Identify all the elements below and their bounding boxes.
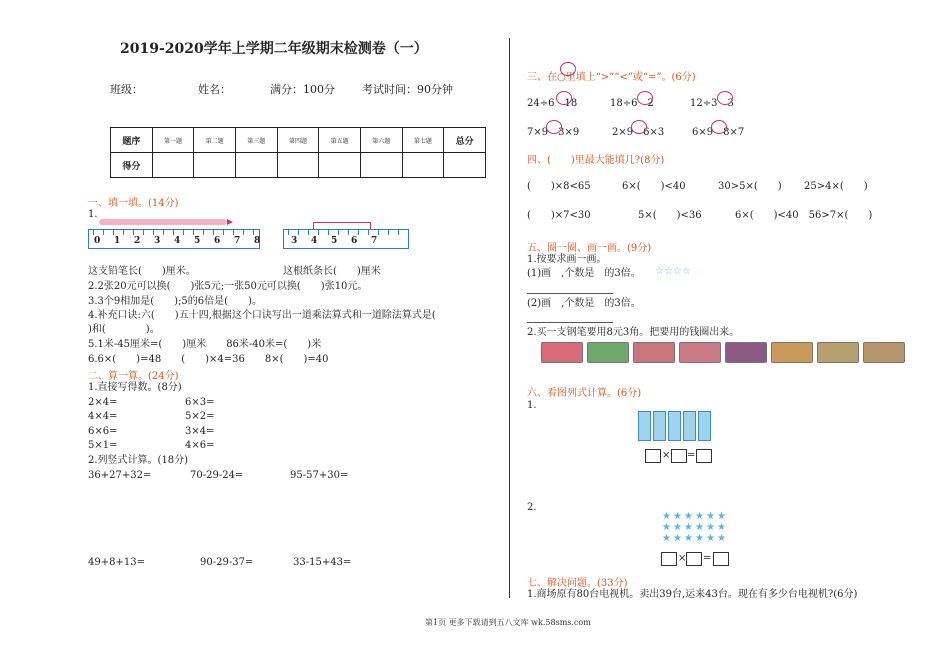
ruler-tick — [308, 230, 309, 235]
ruler-1 — [88, 229, 260, 249]
fill-item: ( )×7<30 — [527, 210, 591, 221]
score-cell[interactable] — [319, 153, 361, 178]
direct-calc: 4×4= — [88, 411, 118, 422]
ruler-tick — [298, 230, 299, 235]
ruler-tick — [318, 230, 319, 235]
answer-line — [527, 322, 613, 323]
score-cell[interactable] — [277, 153, 319, 178]
section-2-title: 二、算一算。(24分) — [88, 371, 179, 382]
ruler-tick — [183, 230, 184, 235]
section-6-title: 六、看图列式计算。(6分) — [527, 388, 642, 399]
compare-circle-icon[interactable] — [556, 91, 572, 105]
fill-item: 5×( )<36 — [638, 210, 702, 221]
ruler-tick — [123, 230, 124, 235]
cube-stack — [668, 411, 681, 441]
ruler-number: 7 — [234, 236, 241, 246]
calc-2-title: 2.列竖式计算。(18分) — [88, 455, 189, 466]
direct-calc: 5×2= — [185, 411, 215, 422]
picture-1-number: 1. — [527, 400, 537, 411]
ruler-number: 4 — [311, 236, 318, 246]
equals-sign: = — [703, 553, 712, 564]
ruler-tick — [253, 230, 254, 235]
answer-box[interactable] — [671, 449, 687, 463]
word-problem-1: 1.商场原有80台电视机。卖出39台,运来43台。现在有多少台电视机?(6分) — [527, 589, 858, 600]
vertical-calc: 36+27+32= — [88, 470, 152, 481]
ruler-tick — [378, 230, 379, 235]
ruler-tick — [153, 230, 154, 235]
score-cell[interactable] — [402, 153, 444, 178]
fill-item: 6×( )<40 — [622, 181, 686, 192]
fill-item: 6×( )<40 56>7×( ) — [735, 210, 873, 221]
full-score: 满分：100分 — [270, 83, 335, 96]
ruler-tick — [233, 230, 234, 235]
page-divider — [509, 38, 510, 598]
ruler-number: 7 — [371, 236, 378, 246]
compare-item: 7×9 3×9 — [527, 127, 580, 138]
star-icon: ★ — [717, 522, 726, 533]
ruler-tick — [358, 230, 359, 235]
score-cell[interactable] — [235, 153, 277, 178]
ruler-tick — [133, 230, 134, 235]
banknote[interactable] — [725, 342, 767, 363]
score-col: 第一题 — [152, 128, 194, 153]
ruler-tick — [288, 230, 289, 235]
ruler-number: 4 — [174, 236, 181, 246]
score-col: 第三题 — [235, 128, 277, 153]
ruler-tick — [193, 230, 194, 235]
q5-text: 5.1米-45厘米=( )厘米 86米-40米=( )米 — [88, 339, 322, 350]
score-col: 第四题 — [277, 128, 319, 153]
ruler-tick — [93, 230, 94, 235]
calc-1-title: 1.直接写得数。(8分) — [88, 382, 182, 393]
times-sign: × — [662, 450, 671, 461]
score-col: 第五题 — [319, 128, 361, 153]
star-icon: ★ — [695, 511, 704, 522]
compare-circle-icon — [560, 62, 576, 76]
ruler-tick — [398, 230, 399, 235]
score-row-label: 得分 — [111, 153, 153, 178]
star-icon: ★ — [695, 522, 704, 533]
ruler-number: 8 — [254, 236, 261, 246]
direct-calc: 4×6= — [185, 440, 215, 451]
score-col: 第七题 — [402, 128, 444, 153]
cube-stack — [653, 411, 666, 441]
star-icon: ★ — [684, 533, 693, 544]
star-icon: ★ — [717, 511, 726, 522]
ruler-number: 5 — [194, 236, 201, 246]
section-5-title: 五、圈一圈、画一画。(9分) — [527, 243, 652, 254]
vertical-calc: 49+8+13= — [88, 557, 145, 568]
vertical-calc: 33-15+43= — [293, 557, 352, 568]
star-icon: ★ — [684, 522, 693, 533]
pencil-tip — [227, 219, 233, 225]
q2-text: 2.2张20元可以换( )张5元;一张50元可以换( )张10元。 — [88, 281, 368, 292]
banknote[interactable] — [817, 342, 859, 363]
ruler-tick — [388, 230, 389, 235]
direct-calc: 6×6= — [88, 426, 118, 437]
star-icons: ☆☆☆☆ — [655, 266, 691, 277]
score-total: 总分 — [444, 128, 486, 153]
cube-stack — [683, 411, 696, 441]
fill-item: 30>5×( ) — [718, 181, 782, 192]
ruler-tick — [223, 230, 224, 235]
section-3-title: 三、在○里填上“>”“<”或“=”。(6分) — [527, 72, 696, 83]
direct-calc: 5×1= — [88, 440, 118, 451]
direct-calc: 6×3= — [185, 397, 215, 408]
banknote[interactable] — [679, 342, 721, 363]
compare-item: 12÷3 3 — [690, 98, 734, 109]
equals-sign: = — [687, 450, 696, 461]
star-icon: ★ — [706, 533, 715, 544]
pencil-image — [99, 219, 227, 225]
banknote[interactable] — [863, 342, 905, 363]
score-col: 第二题 — [194, 128, 236, 153]
q4-text: 4.补充口诀:六( )五十四,根据这个口诀写出一道乘法算式和一道除法算式是( — [88, 310, 436, 321]
ruler-tick — [203, 230, 204, 235]
compare-circle-icon[interactable] — [717, 91, 733, 105]
ruler-tick — [103, 230, 104, 235]
banknote[interactable] — [587, 342, 629, 363]
star-icon: ★ — [706, 511, 715, 522]
answer-box[interactable] — [686, 552, 702, 566]
score-row-label: 题序 — [111, 128, 153, 153]
score-cell[interactable] — [152, 153, 194, 178]
q1b-text: 这根纸条长( )厘米 — [283, 266, 381, 277]
ruler-number: 1 — [114, 236, 121, 246]
star-icon: ★ — [673, 511, 682, 522]
score-cell[interactable] — [194, 153, 236, 178]
ruler-tick — [348, 230, 349, 235]
draw-1b-text: (2)画 ,个数是 的3倍。 — [527, 298, 641, 309]
ruler-tick — [338, 230, 339, 235]
score-table — [110, 127, 486, 178]
q1a-text: 这支铅笔长( )厘米。 — [88, 266, 196, 277]
q6-text: 6.6×( )=48 ( )×4=36 8×( )=40 — [88, 354, 329, 365]
ruler-number: 6 — [214, 236, 221, 246]
answer-box[interactable] — [713, 552, 729, 566]
page-footer: 第1页 更多下载请到五八文库 wk.58sms.com — [425, 618, 591, 627]
score-cell[interactable] — [444, 153, 486, 178]
vertical-calc: 70-29-24= — [190, 470, 244, 481]
ruler-tick — [243, 230, 244, 235]
banknote[interactable] — [541, 342, 583, 363]
answer-box[interactable] — [696, 449, 712, 463]
ruler-tick — [113, 230, 114, 235]
ruler-number: 5 — [331, 236, 338, 246]
class-label: 班级： — [110, 83, 143, 96]
ruler-2 — [283, 229, 409, 249]
star-icon: ★ — [662, 511, 671, 522]
direct-calc: 3×4= — [185, 426, 215, 437]
cube-stack — [638, 411, 651, 441]
draw-1-title: 1.按要求画一画。 — [527, 254, 607, 265]
score-cell[interactable] — [360, 153, 402, 178]
picture-2-number: 2. — [527, 502, 537, 513]
answer-box[interactable] — [661, 552, 677, 566]
compare-item: 2×9 6×3 — [612, 127, 665, 138]
star-icon: ★ — [673, 533, 682, 544]
compare-circle-icon[interactable] — [631, 120, 647, 134]
q1-number: 1. — [88, 209, 98, 220]
compare-circle-icon[interactable] — [711, 120, 727, 134]
compare-item: 24÷6 18 — [527, 98, 578, 109]
ruler-number: 2 — [134, 236, 141, 246]
star-icon: ★ — [684, 511, 693, 522]
ruler-number: 0 — [94, 236, 101, 246]
draw-2-title: 2.买一支钢笔要用8元3角。把要用的钱圈出来。 — [527, 327, 740, 338]
q4-text-cont: )和( )。 — [88, 324, 160, 335]
vertical-calc: 90-29-37= — [200, 557, 254, 568]
ruler-tick — [163, 230, 164, 235]
ruler-number: 6 — [351, 236, 358, 246]
answer-line — [527, 293, 613, 294]
star-icon: ★ — [706, 522, 715, 533]
direct-calc: 2×4= — [88, 397, 118, 408]
ruler-tick — [173, 230, 174, 235]
compare-item: 18÷6 2 — [610, 98, 654, 109]
times-sign: × — [678, 553, 687, 564]
star-icon: ★ — [695, 533, 704, 544]
vertical-calc: 95-57+30= — [290, 470, 349, 481]
score-col: 第六题 — [360, 128, 402, 153]
q3-text: 3.3个9相加是( );5的6倍是( )。 — [88, 296, 262, 307]
name-label: 姓名： — [198, 83, 231, 96]
banknote[interactable] — [771, 342, 813, 363]
star-icon: ★ — [673, 522, 682, 533]
star-icon: ★ — [662, 533, 671, 544]
ruler-number: 3 — [154, 236, 161, 246]
ruler-tick — [368, 230, 369, 235]
compare-circle-icon[interactable] — [546, 120, 562, 134]
banknote[interactable] — [633, 342, 675, 363]
exam-time: 考试时间：90分钟 — [362, 83, 453, 96]
page-title: 2019-2020学年上学期二年级期末检测卷（一） — [120, 41, 428, 57]
section-1-title: 一、填一填。(14分) — [88, 198, 179, 209]
answer-box[interactable] — [645, 449, 661, 463]
ruler-tick — [213, 230, 214, 235]
ruler-tick — [143, 230, 144, 235]
cube-stack — [698, 411, 711, 441]
ruler-number: 3 — [291, 236, 298, 246]
compare-circle-icon[interactable] — [637, 91, 653, 105]
fill-item: 25>4×( ) — [804, 181, 868, 192]
fill-item: ( )×8<65 — [527, 181, 591, 192]
ruler-tick — [328, 230, 329, 235]
star-icon: ★ — [662, 522, 671, 533]
compare-item: 6×9 8×7 — [692, 127, 745, 138]
section-4-title: 四、( )里最大能填几?(8分) — [527, 155, 665, 166]
draw-1a-text: (1)画 ,个数是 的3倍。 — [527, 268, 641, 279]
section-7-title: 七、解决问题。(33分) — [527, 578, 628, 589]
star-icon: ★ — [717, 533, 726, 544]
